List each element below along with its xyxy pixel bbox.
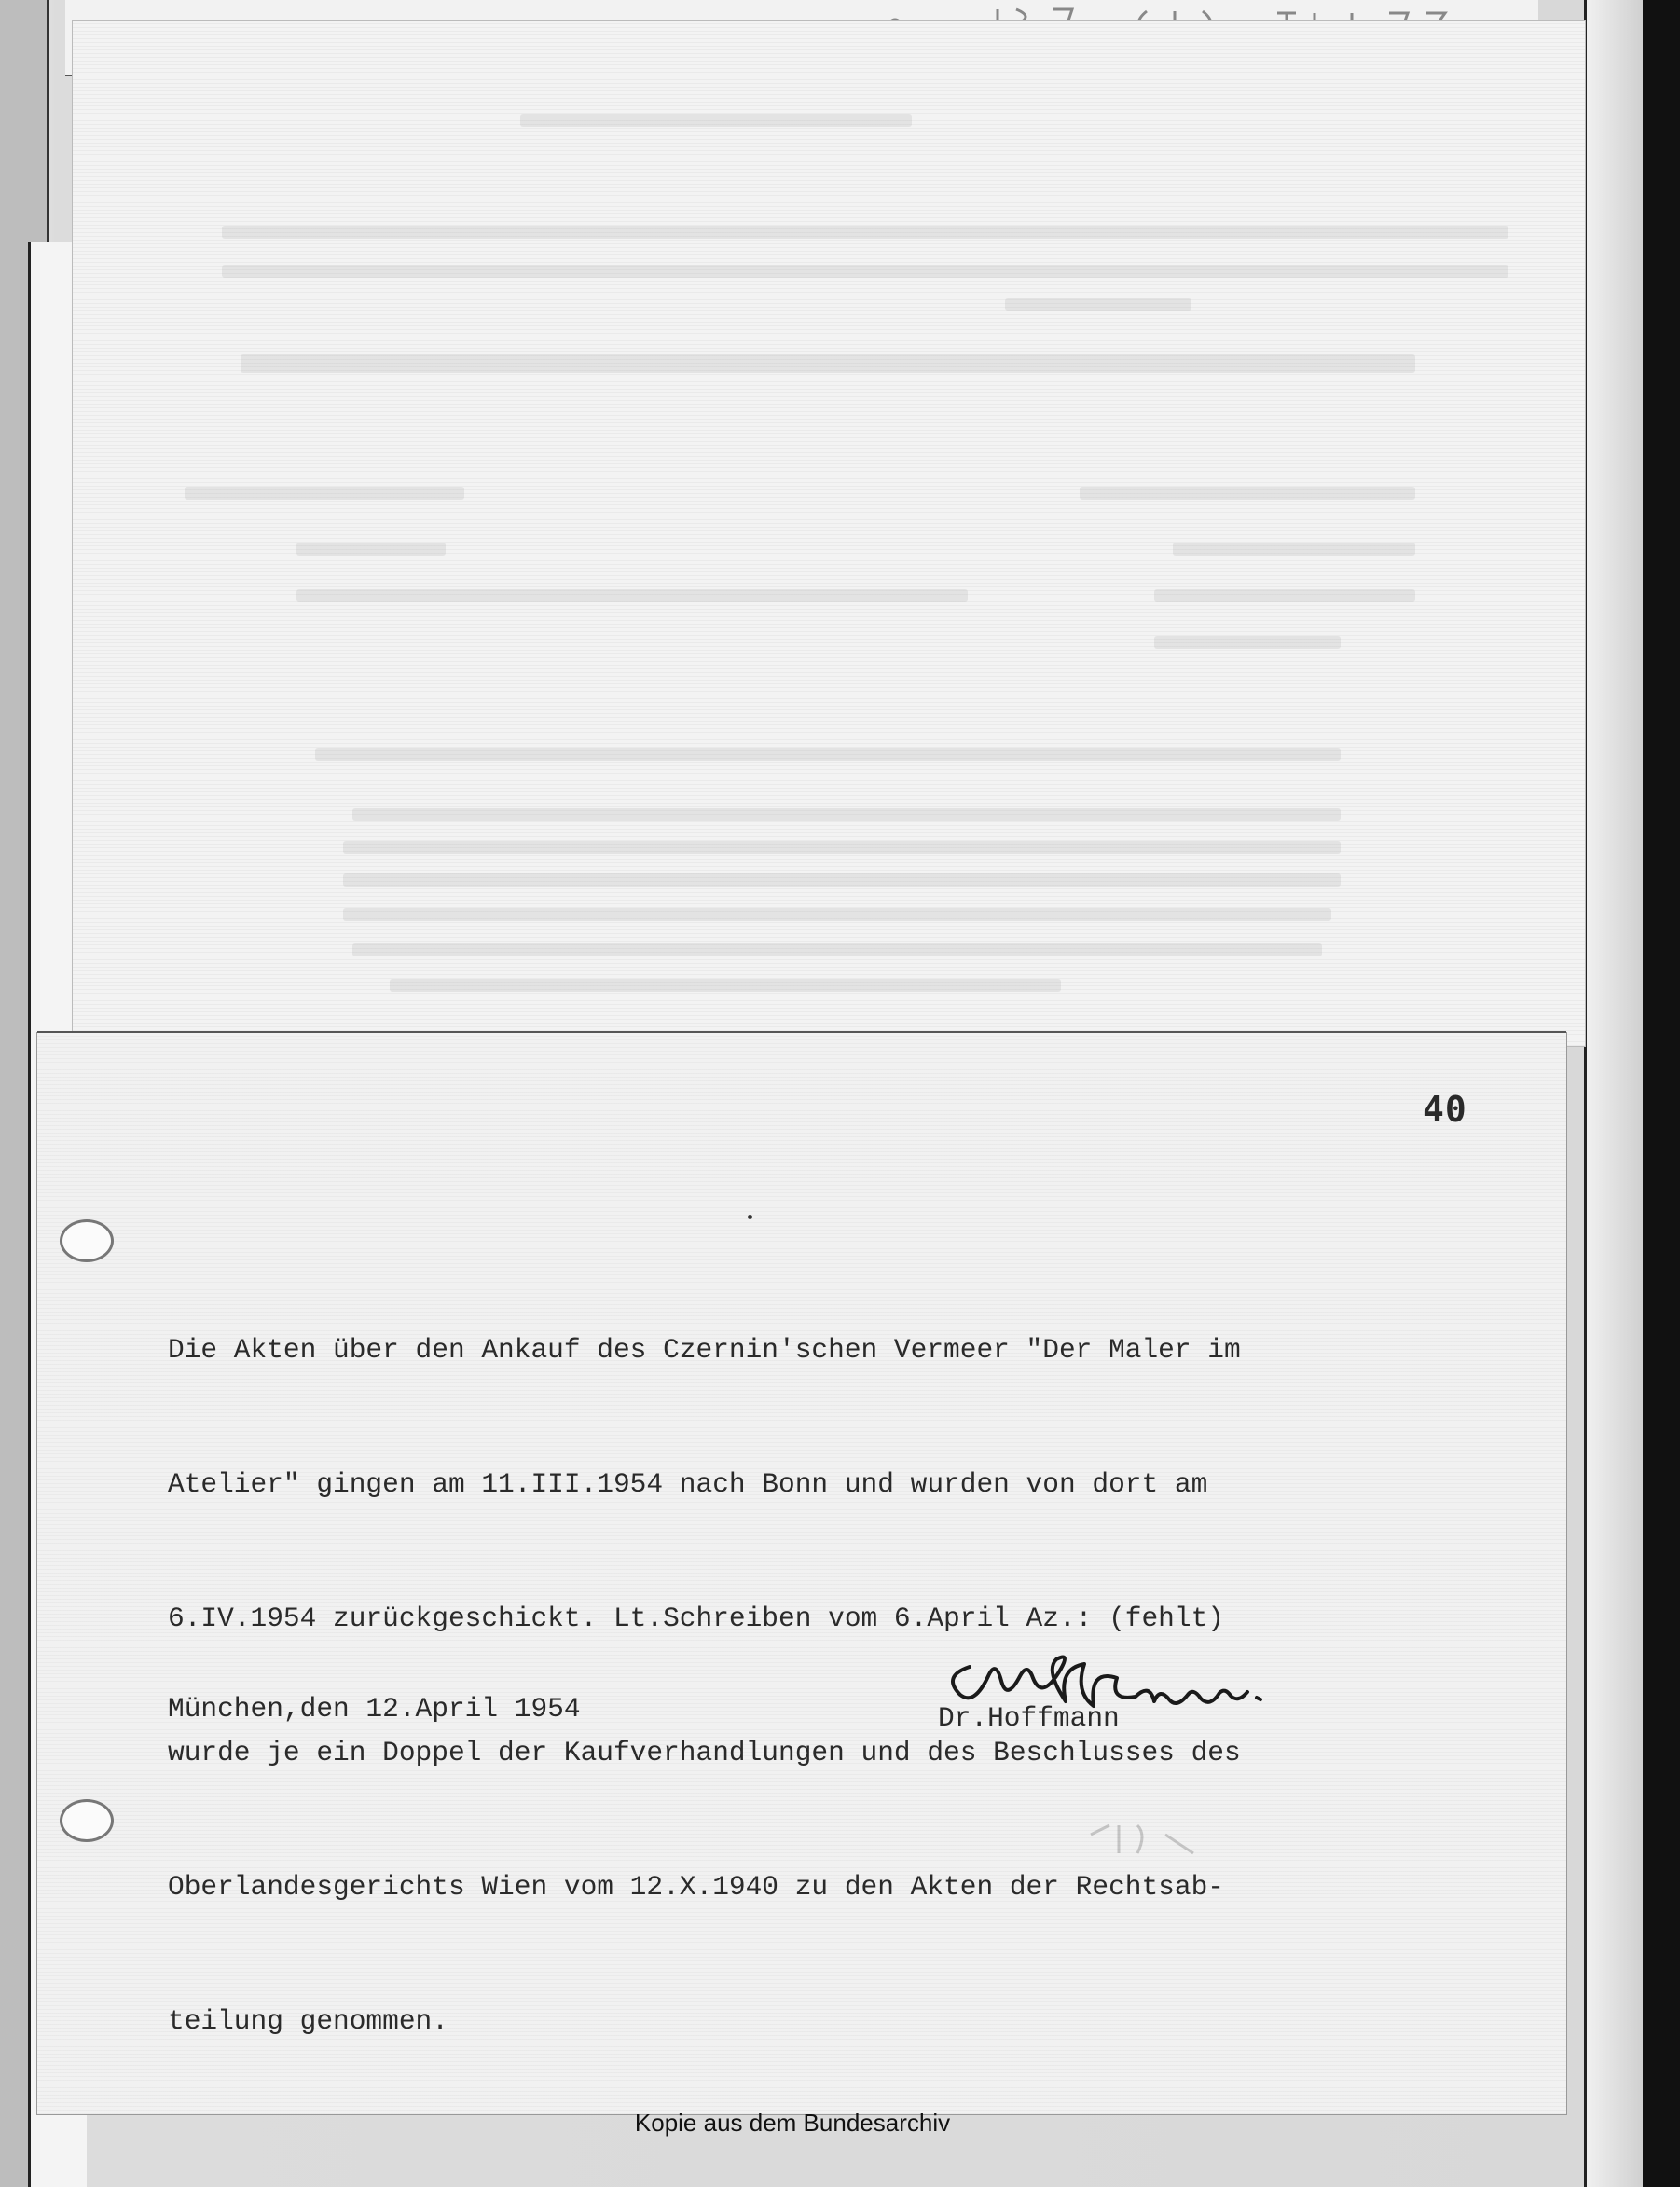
ghost-text-line	[222, 265, 1508, 278]
ghost-text-line	[185, 487, 464, 500]
ghost-text-line	[1005, 298, 1191, 311]
ink-dot	[748, 1215, 752, 1219]
ghost-text-line	[1154, 589, 1415, 602]
ghost-text-line	[296, 589, 968, 602]
archive-caption: Kopie aus dem Bundesarchiv	[634, 2109, 951, 2137]
ghost-text-line	[343, 908, 1331, 921]
ghost-text-line	[1080, 487, 1415, 500]
ghost-text-line	[296, 543, 446, 556]
ghost-text-line	[343, 873, 1341, 887]
memo-body-line: Die Akten über den Ankauf des Czernin'schen Vermeer "Der Maler im	[168, 1334, 1241, 1366]
handwritten-signature	[942, 1630, 1296, 1713]
ghost-text-line	[1173, 543, 1415, 556]
ghost-text-line	[222, 226, 1508, 239]
punch-hole-top	[60, 1219, 114, 1262]
place-date: München,den 12.April 1954	[168, 1693, 581, 1725]
signer-name: Dr.Hoffmann	[938, 1702, 1120, 1734]
ghost-text-line	[1154, 636, 1341, 649]
scanner-edge-right	[1643, 0, 1680, 2187]
folder-edge-right	[1584, 0, 1643, 2187]
faint-pencil-mark	[1081, 1807, 1212, 1863]
punch-hole-bottom	[60, 1799, 114, 1842]
ghost-text-line	[520, 114, 912, 127]
memo-body-line: Oberlandesgerichts Wien vom 12.X.1940 zu den Akten der Rechtsab-	[168, 1871, 1224, 1903]
memo-body-line: 6.IV.1954 zurückgeschickt. Lt.Schreiben vom 6.April Az.: (fehlt)	[168, 1602, 1224, 1634]
ghost-text-line	[352, 943, 1322, 956]
ghost-text-line	[352, 808, 1341, 821]
faded-carbon-sheet	[73, 21, 1585, 1046]
memo-body-line: wurde je ein Doppel der Kaufverhandlungen und des Beschlusses des	[168, 1737, 1241, 1768]
memo-body-line: Atelier" gingen am 11.III.1954 nach Bonn und wurden von dort am	[168, 1468, 1208, 1500]
ghost-text-line	[343, 841, 1341, 854]
ghost-text-line	[315, 748, 1341, 761]
page-number: 40	[1423, 1089, 1467, 1130]
memo-sheet	[37, 1033, 1566, 2114]
memo-body-line: teilung genommen.	[168, 2005, 448, 2037]
ghost-text-line	[241, 354, 1415, 373]
ghost-text-line	[390, 979, 1061, 992]
